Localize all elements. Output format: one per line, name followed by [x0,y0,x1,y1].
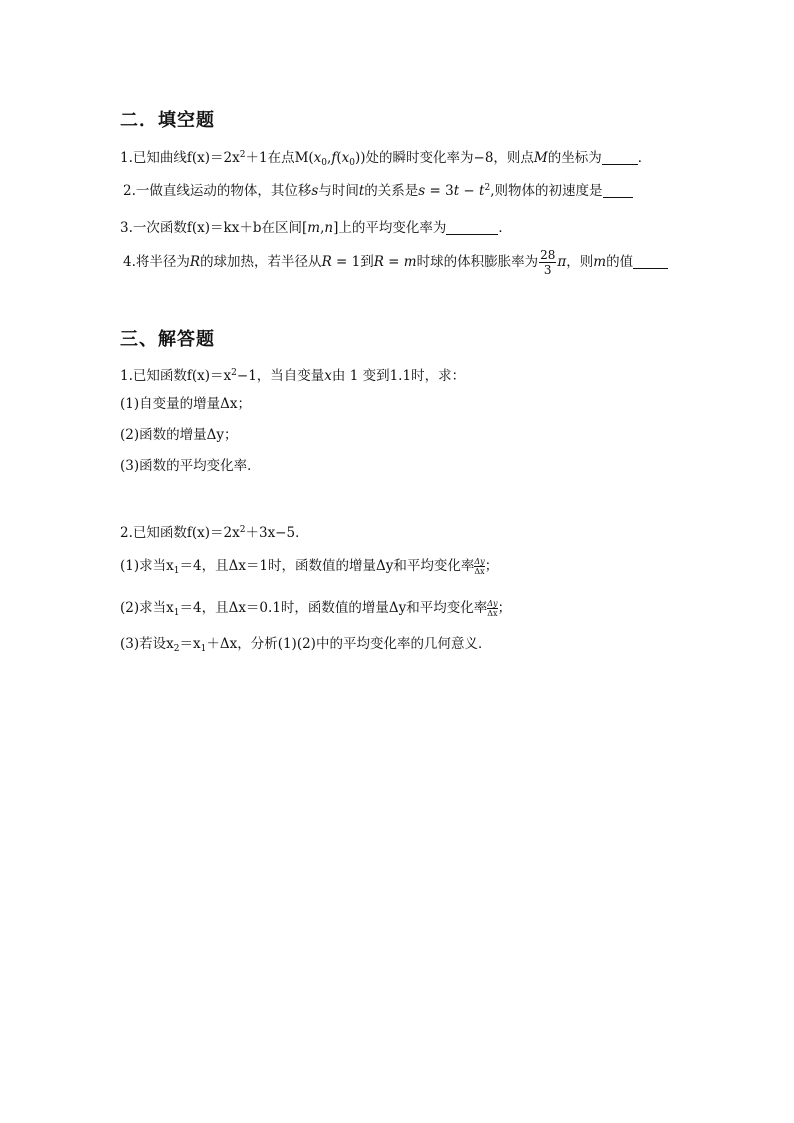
p2c-sub: 2 [173,644,180,654]
q1-x0: x [313,150,322,166]
p2-number: 2. [120,525,133,541]
q1-x0-sub: 0 [321,158,328,168]
q1-f: f [331,150,337,166]
q3-m: m [307,220,321,236]
q2-text-b: 与时间 [318,183,359,199]
q1-m-var: M [533,150,548,166]
p2c-text-a: (3)若设x [120,636,174,652]
q1-text-d: 的坐标为 [547,150,602,166]
q4-fraction [539,248,556,277]
p1-x: x [324,368,332,384]
q1-end: ． [637,150,652,166]
q1-paren-open: ( [336,150,342,166]
q3-text-c: 上的平均变化率为 [338,220,447,236]
q4-text-f: 的值 [606,254,634,270]
q1-x0b: x [341,150,350,166]
p2b-frac-den: Δx [487,609,498,618]
p2-exp: 2 [239,525,246,535]
q1-text-b: 在点 [267,150,295,166]
q1-x0b-sub: 0 [349,158,355,168]
p1-func-b: −1 [236,368,257,384]
answer-problem-1 [120,363,465,386]
q2-t: t [358,183,365,199]
p2a-text-b: ＝4，且Δx＝1时，函数值的增量Δy和平均变化率 [179,558,475,574]
q4-frac-num: 28 [540,248,556,262]
q2-exp: 2 [484,183,491,193]
q4-number: 4. [123,254,136,270]
q2-text-d: ,则物体的初速度是 [490,183,603,199]
q3-bracket-close: ] [333,220,339,236]
p2a-frac-num: Δy [474,557,485,566]
p1-func: f(x)＝x [186,368,232,384]
q2-eq-mid: = 3 [425,183,454,199]
q2-number: 2. [123,183,136,199]
q3-text-a: 一次函数 [132,220,187,236]
q1-text-c: 处的瞬时变化率为−8，则点 [365,150,534,166]
q2-eq-t: t [453,183,460,199]
p2b-sub: 1 [173,608,180,618]
answer-problem-2 [120,520,309,543]
q2-eq-minus: − [459,183,480,199]
p2-part-1 [120,556,498,581]
q1-number: 1. [120,150,133,166]
p2b-frac-num: Δy [487,599,498,608]
fill-question-3 [120,218,512,238]
q4-text-e: ，则 [566,254,594,270]
p2-func: f(x)＝2x [186,525,240,541]
q2-text-a: 一做直线运动的物体，其位移 [135,183,312,199]
p2c-text-b: ＝x [179,636,201,652]
p2b-text-b: ＝4，且Δx＝0.1时，函数值的增量Δy和平均变化率 [179,600,488,616]
q4-text-a: 将半径为 [135,254,190,270]
q3-func: f(x)＝kx＋b [186,220,262,236]
p1-text-b: ，当自变量 [256,368,325,384]
q2-answer-blank[interactable] [603,183,633,198]
q1-paren-close: )) [354,150,366,166]
q2-s: s [311,183,319,199]
p1-part-2: (2)函数的增量Δy； [120,427,238,443]
q1-exp: 2 [239,150,246,160]
p1-text-c: 由 1 变到1.1时，求： [331,368,466,384]
q4-answer-blank[interactable] [633,254,668,269]
q4-m2: m [593,254,607,270]
p2c-sub2: 1 [200,644,207,654]
q4-frac-den: 3 [543,263,552,277]
q3-number: 3. [120,220,133,236]
q1-point-m: M( [294,150,314,166]
p2-func-b: ＋3x−5． [245,525,309,541]
q1-func-b: ＋1 [245,150,268,166]
p1-exp: 2 [231,368,237,378]
p2a-fraction [474,557,484,576]
section-heading-fill-in: 二．填空题 [120,110,215,131]
q1-func: f(x)＝2x [186,150,240,166]
q3-answer-blank[interactable] [446,220,498,235]
p2a-text-a: (1)求当x [120,558,174,574]
q4-r1-val: = 1 [331,254,361,270]
p2b-end: ； [497,600,512,616]
p2a-end: ； [484,558,499,574]
fill-question-2 [123,178,633,201]
q1-answer-blank[interactable] [602,150,638,165]
p2b-text-a: (2)求当x [120,600,174,616]
p2-part-3 [120,634,491,659]
q4-text-d: 时球的体积膨胀率为 [416,254,539,270]
q3-bracket-open: [ [301,220,308,236]
p2c-text-c: ＋Δx，分析(1)(2)中的平均变化率的几何意义． [206,636,492,652]
q1-comma: , [327,150,332,166]
q3-end: ． [498,220,512,236]
q2-text-c: 的关系是 [364,183,419,199]
p1-number: 1. [120,368,133,384]
p1-part-1: (1)自变量的增量Δx； [120,396,251,412]
fill-question-1 [120,145,651,173]
q4-m: m [403,254,417,270]
q2-eq-s: s [418,183,426,199]
p1-text-a: 已知函数 [132,368,187,384]
q3-n: n [324,220,334,236]
fill-question-4 [123,248,668,277]
q3-comma: , [320,220,325,236]
section-heading-answer: 三、解答题 [120,329,215,350]
q4-r1: R [321,254,332,270]
q4-pi: π [557,254,567,270]
p2-text-a: 已知函数 [132,525,187,541]
p2-part-2 [120,598,511,623]
q3-text-b: 在区间 [261,220,302,236]
q4-text-c: 到 [360,254,374,270]
q1-text-a: 已知曲线 [132,150,187,166]
p2a-frac-den: Δx [474,567,485,576]
q4-rm-eq: = [383,254,404,270]
q2-eq-t2: t [479,183,485,199]
q4-r: R [189,254,201,270]
p1-part-3: (3)函数的平均变化率． [120,458,261,474]
q4-text-b: 的球加热，若半径从 [200,254,322,270]
q4-rm: R [373,254,384,270]
p2a-sub: 1 [173,566,180,576]
p2b-fraction [487,599,497,618]
